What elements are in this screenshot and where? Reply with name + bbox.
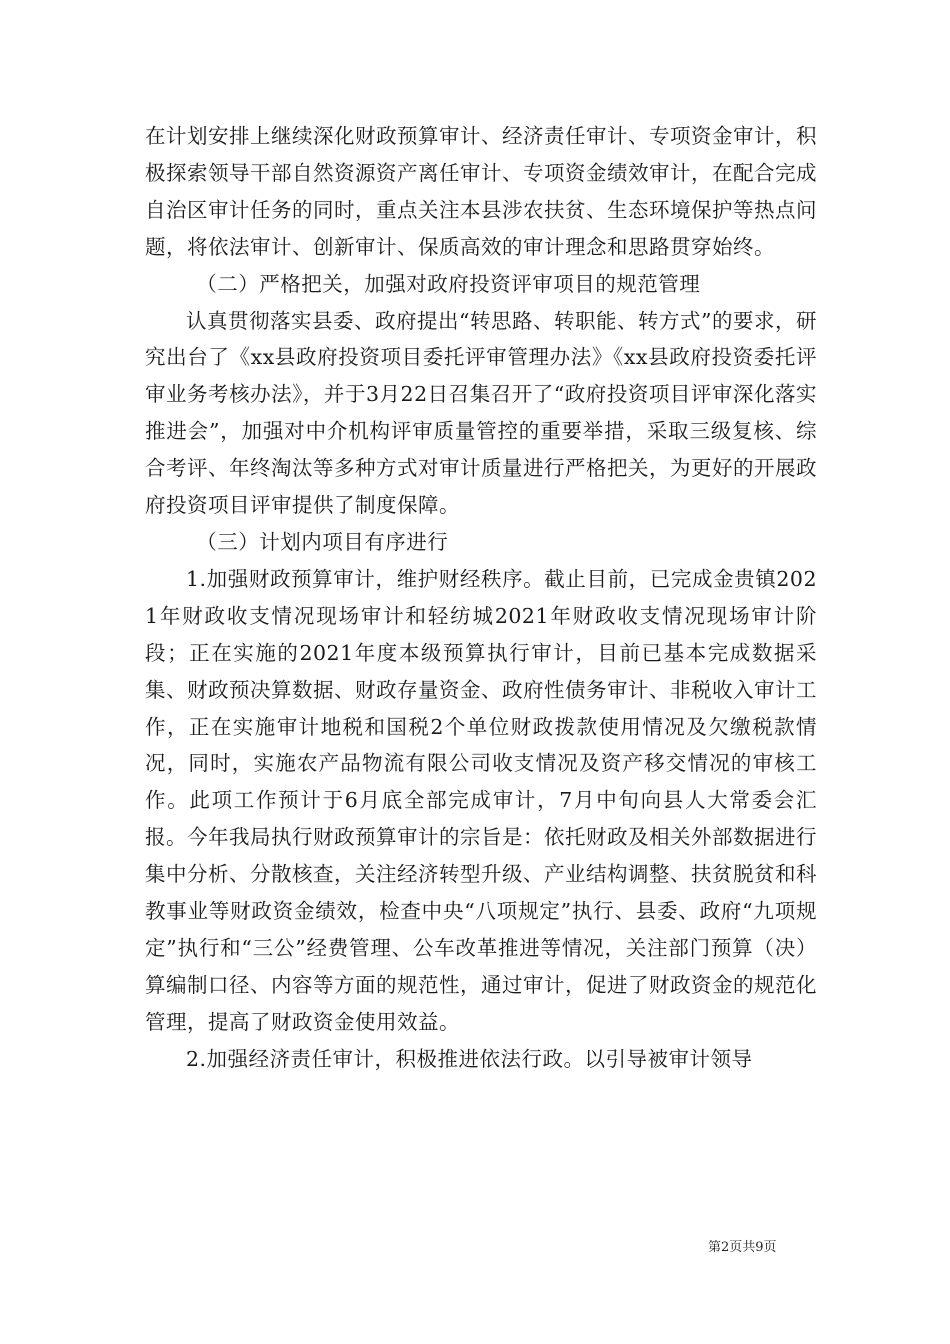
paragraph-3: 1.加强财政预算审计，维护财经秩序。截止目前，已完成金贵镇2021年财政收支情况现场审计和轻纺城2021年财政收支情况现场审计阶段；正在实施的2021年度本级预算执行审计，目前已基本完成数据采集、财政预决算数据、财政存量资金、政府性债务审计、非税收入审计工作，正在实施审计地税和国税2个单位财政拨款使用情况及欠缴税款情况，同时，实施农产品物流有限公司收支情况及资产移交情况的审核工作。此项工作预计于6月底全部完成审计，7月中旬向县人大常委会汇报。今年我局执行财政预算审计的宗旨是：依托财政及相关外部数据进行集中分析、分散核查，关注经济转型升级、产业结构调整、扶贫脱贫和科教事业等财政资金绩效，检查中央“八项规定”执行、县委、政府“九项规定”执行和“三公”经费管理、公车改革推进等情况，关注部门预算（决）算编制口径、内容等方面的规范性，通过审计，促进了财政资金的规范化管理，提高了财政资金使用效益。 — [145, 566, 817, 1034]
paragraph-1: 在计划安排上继续深化财政预算审计、经济责任审计、专项资金审计，积极探索领导干部自然资源资产离任审计、专项资金绩效审计，在配合完成自治区审计任务的同时，重点关注本县涉农扶贫、生态环境保护等热点问题，将依法审计、创新审计、保质高效的审计理念和思路贯穿始终。 — [145, 124, 817, 259]
paragraph-4: 2.加强经济责任审计，积极推进依法行政。以引导被审计领导 — [186, 1046, 753, 1071]
page-number: 第2页共9页 — [708, 1240, 777, 1255]
section-heading-2: （二）严格把关，加强对政府投资评审项目的规范管理 — [196, 271, 701, 296]
paragraph-2: 认真贯彻落实县委、政府提出“转思路、转职能、转方式”的要求，研究出台了《xx县政府投资项目委托评审管理办法》《xx县政府投资委托评审业务考核办法》，并于3月22日召集召开了“政府投资项目评审深化落实推进会”，加强对中介机构评审质量管控的重要举措，采取三级复核、综合考评、年终淘汰等多种方式对审计质量进行严格把关，为更好的开展政府投资项目评审提供了制度保障。 — [145, 308, 817, 518]
document-body — [145, 118, 817, 1078]
section-heading-3: （三）计划内项目有序进行 — [196, 529, 449, 554]
